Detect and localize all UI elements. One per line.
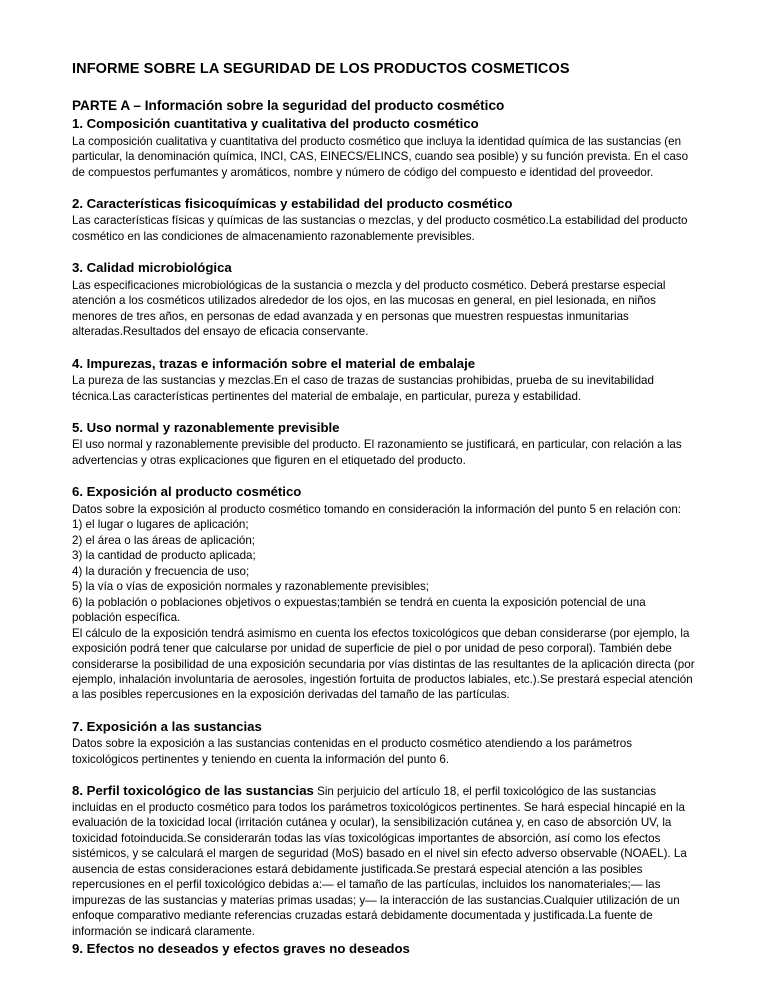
section-9-heading: 9. Efectos no deseados y efectos graves no deseados xyxy=(72,940,410,956)
list-item: 2) el área o las áreas de aplicación; xyxy=(72,533,256,547)
section-2-heading: 2. Características fisicoquímicas y estabilidad del producto cosmético xyxy=(72,196,513,212)
section-6-intro: Datos sobre la exposición al producto cosmético tomando en consideración la información del punto 5 en relación con: xyxy=(72,502,682,516)
section-6-body: El cálculo de la exposición tendrá asimismo en cuenta los efectos toxicológicos que deban considerarse (por ejemplo, la exposición podrá tener que calcularse por unidad de superficie de piel o por unidad de peso corporal). También debe considerarse la posibilidad de una exposición secundaria por vías distintas de las resultantes de la aplicación directa (por ejemplo, inhalación involuntaria de aerosoles, ingestión fortuita de productos labiales, etc.).Se prestará especial atención a las posibles repercusiones en la exposición derivadas del tamaño de las partículas. xyxy=(72,626,695,702)
section-8-block xyxy=(72,782,695,939)
section-3-body: Las especificaciones microbiológicas de la sustancia o mezcla y del producto cosmético. Deberá prestarse especial atención a los cosméticos utilizados alrededor de los ojos, en las mucosas en general, en piel lesionada, en niños menores de tres años, en personas de edad avanzada y en personas que muestren respuestas inmunitarias alteradas.Resultados del ensayo de eficacia conservante. xyxy=(72,278,666,339)
list-item: 4) la duración y frecuencia de uso; xyxy=(72,564,250,578)
section-6 xyxy=(72,483,695,703)
section-3-heading: 3. Calidad microbiológica xyxy=(72,260,232,276)
section-1 xyxy=(72,115,695,180)
section-8-heading: 8. Perfil toxicológico de las sustancias xyxy=(72,783,314,799)
section-3 xyxy=(72,259,695,339)
section-6-list xyxy=(72,517,695,625)
part-a-heading: PARTE A – Información sobre la seguridad del producto cosmético xyxy=(72,98,505,114)
section-5-heading: 5. Uso normal y razonablemente previsible xyxy=(72,420,340,436)
section-7-heading: 7. Exposición a las sustancias xyxy=(72,718,262,734)
list-item: 6) la población o poblaciones objetivos o expuestas;también se tendrá en cuenta la exposición potencial de una población específica. xyxy=(72,595,646,625)
section-4 xyxy=(72,355,695,404)
list-item: 5) la vía o vías de exposición normales y razonablemente previsibles; xyxy=(72,580,430,594)
section-5-body: El uso normal y razonablemente previsible del producto. El razonamiento se justificará, en particular, con relación a las advertencias y otras explicaciones que figuren en el etiquetado del producto. xyxy=(72,438,682,467)
section-7-body: Datos sobre la exposición a las sustancias contenidas en el producto cosmético atendiendo a los parámetros toxicológicos pertinentes y teniendo en cuenta la información del punto 6. xyxy=(72,737,633,766)
section-8 xyxy=(72,782,695,957)
section-4-heading: 4. Impurezas, trazas e información sobre el material de embalaje xyxy=(72,355,476,371)
section-6-heading: 6. Exposición al producto cosmético xyxy=(72,484,302,500)
section-4-body: La pureza de las sustancias y mezclas.En el caso de trazas de sustancias prohibidas, prueba de su inevitabilidad técnica.Las características pertinentes del material de embalaje, en particular, pureza y estabilidad. xyxy=(72,374,654,403)
document-title: INFORME SOBRE LA SEGURIDAD DE LOS PRODUCTOS COSMETICOS xyxy=(72,61,570,77)
section-2-body: Las características físicas y químicas de las sustancias o mezclas, y del producto cosmético.La estabilidad del producto cosmético en las condiciones de almacenamiento razonablemente previsibles. xyxy=(72,214,688,243)
list-item: 3) la cantidad de producto aplicada; xyxy=(72,549,256,563)
list-item: 1) el lugar o lugares de aplicación; xyxy=(72,518,249,532)
section-5 xyxy=(72,419,695,468)
section-1-body: La composición cualitativa y cuantitativa del producto cosmético que incluya la identidad química de las sustancias (en particular, la denominación química, INCI, CAS, EINECS/ELINCS, cuando sea posible) y su función prevista. En el caso de compuestos perfumantes y aromáticos, nombre y número de código del compuesto e identidad del proveedor. xyxy=(72,134,689,179)
section-2 xyxy=(72,195,695,244)
section-1-heading: 1. Composición cuantitativa y cualitativa del producto cosmético xyxy=(72,116,479,132)
section-8-body: Sin perjuicio del artículo 18, el perfil toxicológico de las sustancias incluidas en el producto cosmético para todos los parámetros toxicológicos pertinentes. Se hará especial hincapié en la evaluación de la toxicidad local (irritación cutánea y ocular), la sensibilización cutánea y, en caso de absorción UV, la toxicidad fotoinducida.Se considerarán todas las vías toxicológicas importantes de absorción, así como los efectos sistémicos, y se calculará el margen de seguridad (MoS) basado en el nivel sin efecto adverso observable (NOAEL). La ausencia de estas consideraciones estará debidamente justificada.Se prestará especial atención a las posibles repercusiones en el perfil toxicológico debidas a:— el tamaño de las partículas, incluidos los nanomateriales;— las impurezas de las sustancias y materias primas usadas; y— la interacción de las sustancias.Cualquier utilización de un enfoque comparativo mediante referencias cruzadas estará debidamente documentada y justificada.La fuente de información se indicará claramente. xyxy=(72,785,687,938)
section-7 xyxy=(72,718,695,767)
